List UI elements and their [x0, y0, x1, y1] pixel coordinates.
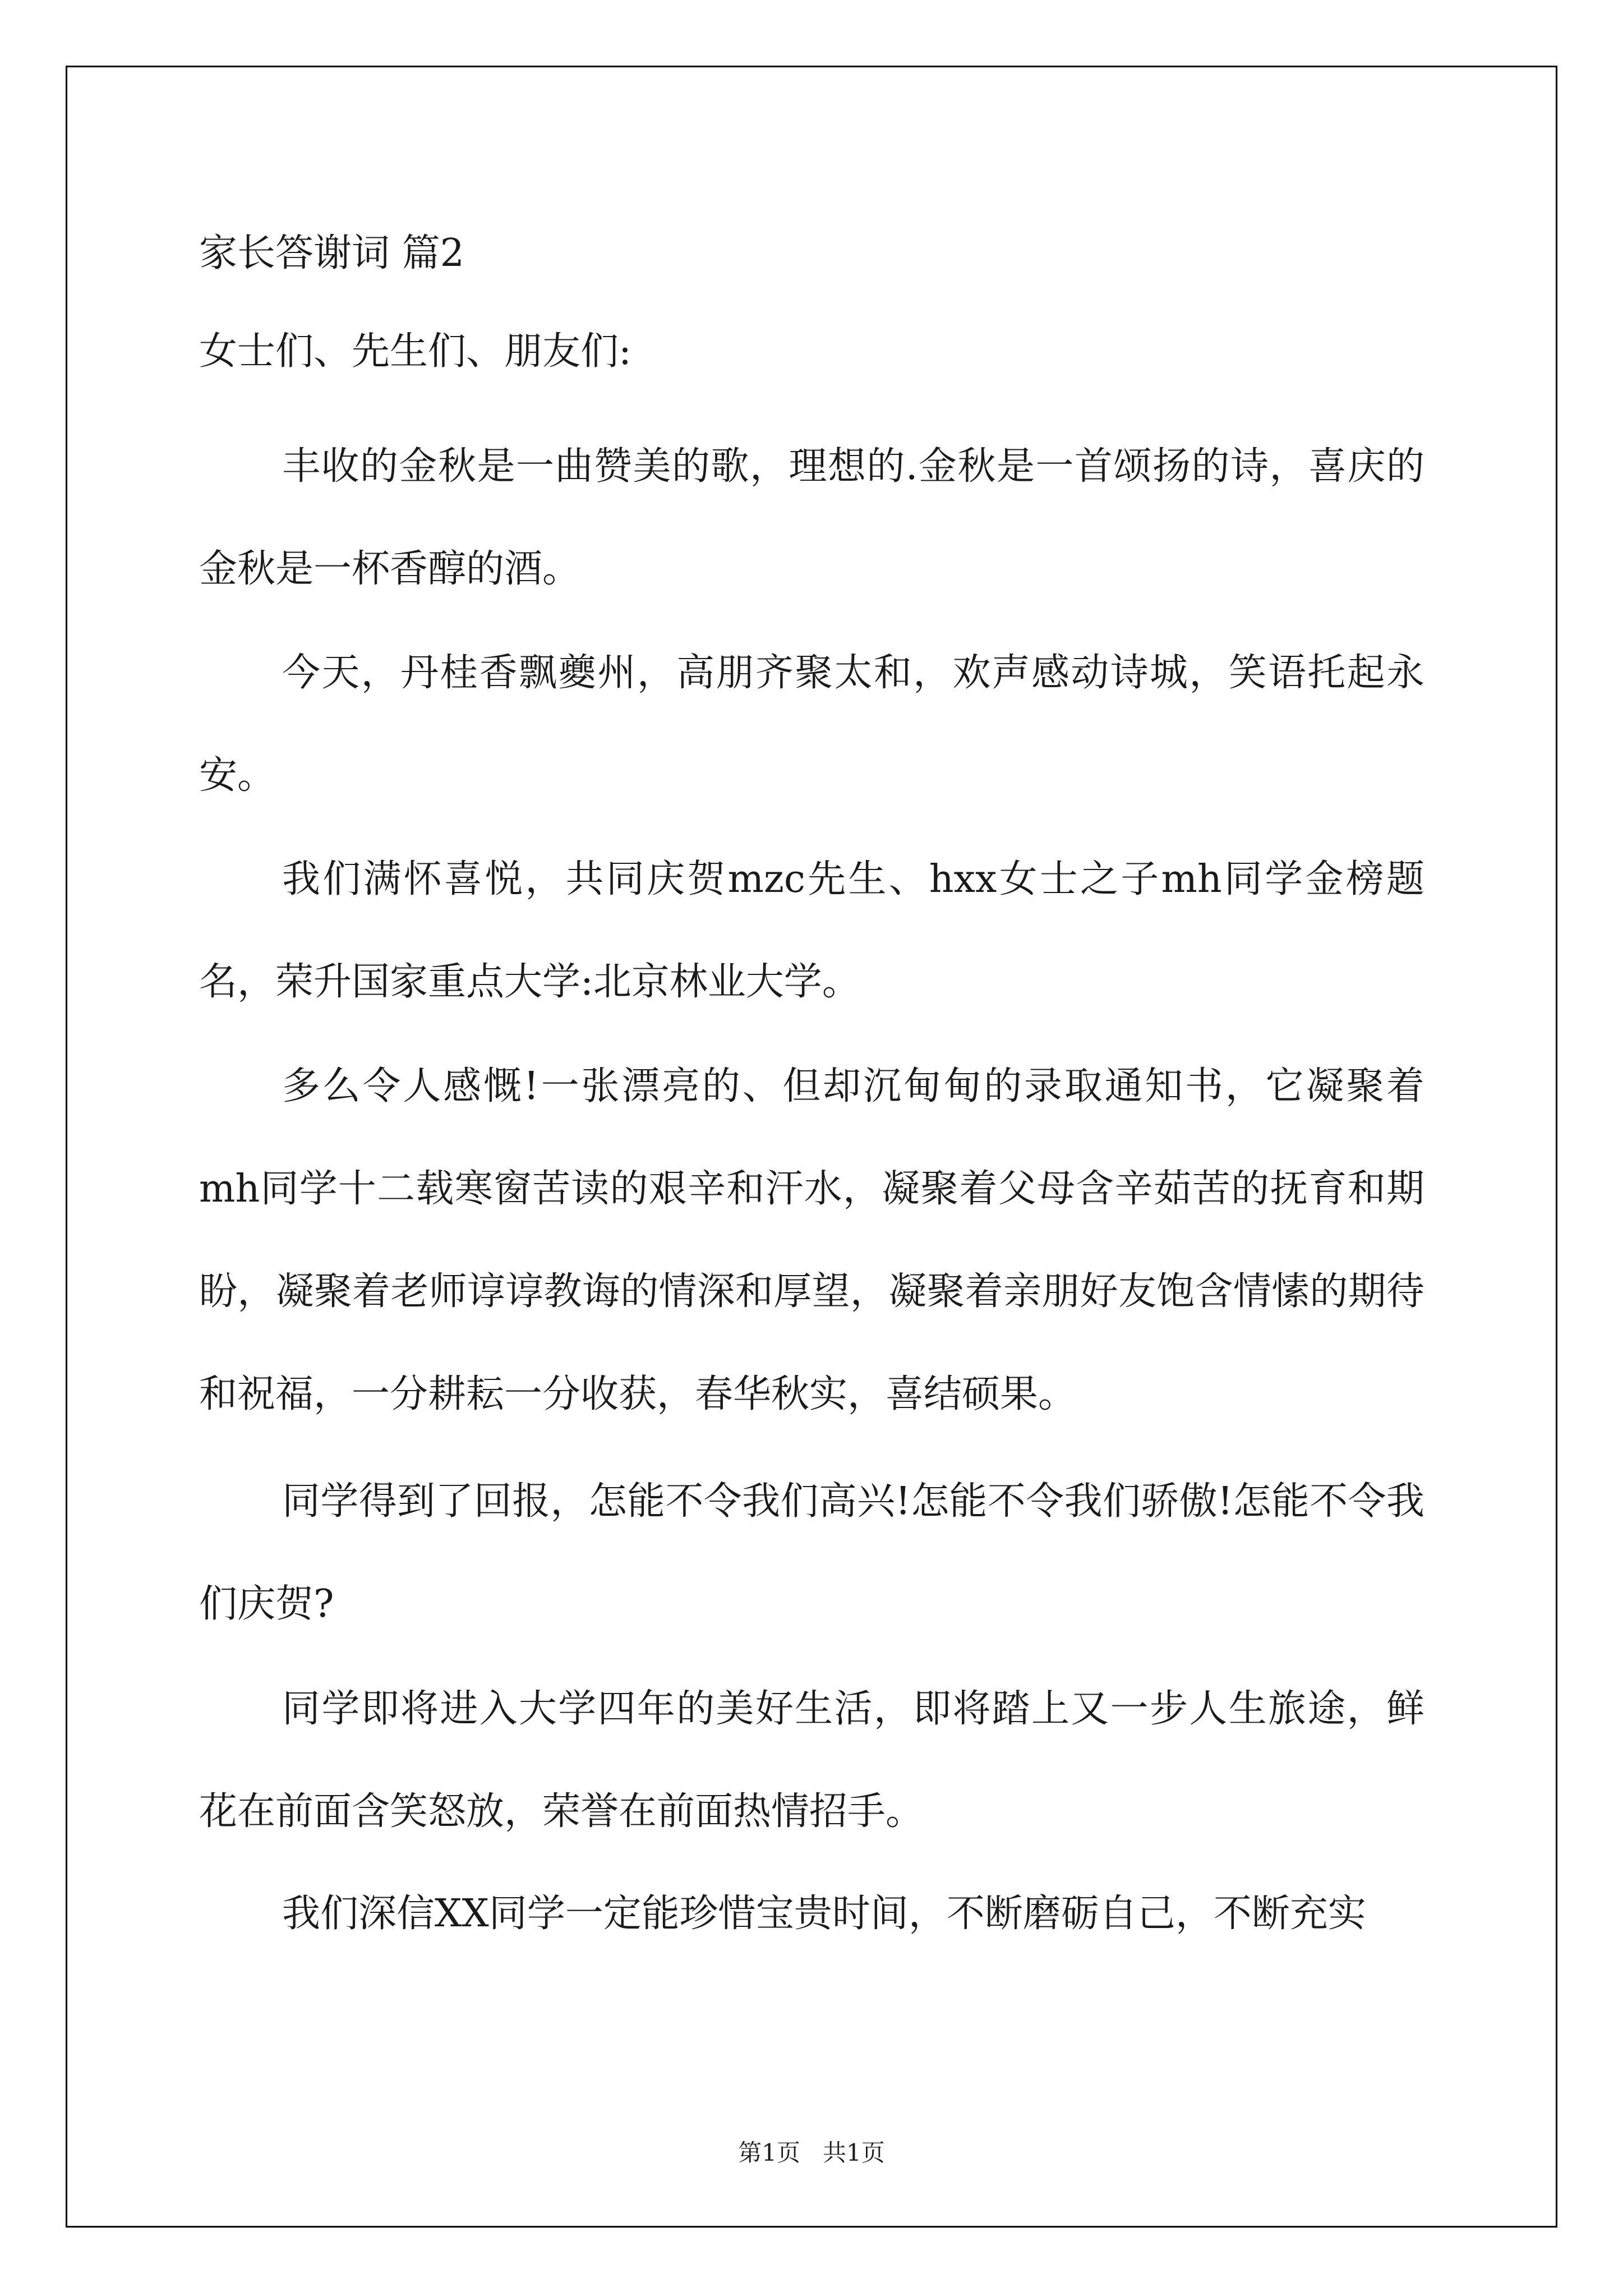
paragraph-1: 丰收的金秋是一曲赞美的歌，理想的.金秋是一首颂扬的诗，喜庆的金秋是一杯香醇的酒。	[199, 444, 1424, 591]
paragraph-4: 多么令人感慨!一张漂亮的、但却沉甸甸的录取通知书，它凝聚着mh同学十二载寒窗苦读的艰辛和汗水，凝聚着父母含辛茹苦的抚育和期盼，凝聚着老师谆谆教诲的情深和厚望，凝聚着亲朋好友饱含情愫的期待和祝福，一分耕耘一分收获，春华秋实，喜结硕果。	[199, 1064, 1424, 1416]
paragraph-5: 同学得到了回报，怎能不令我们高兴!怎能不令我们骄傲!怎能不令我们庆贺?	[199, 1479, 1424, 1626]
paragraph-6: 同学即将进入大学四年的美好生活，即将踏上又一步人生旅途，鲜花在前面含笑怒放，荣誉在前面热情招手。	[199, 1687, 1424, 1834]
paragraph-3: 我们满怀喜悦，共同庆贺mzc先生、hxx女士之子mh同学金榜题名，荣升国家重点大学:北京林业大学。	[199, 857, 1424, 1004]
salutation: 女士们、先生们、朋友们:	[199, 329, 631, 374]
document-title: 家长答谢词 篇2	[199, 231, 464, 275]
paragraph-7: 我们深信XX同学一定能珍惜宝贵时间，不断磨砺自己，不断充实	[282, 1892, 1366, 1936]
page-number-footer: 第1页 共1页	[738, 2139, 885, 2166]
paragraph-2: 今天，丹桂香飘夔州，高朋齐聚太和，欢声感动诗城，笑语托起永安。	[199, 651, 1424, 798]
